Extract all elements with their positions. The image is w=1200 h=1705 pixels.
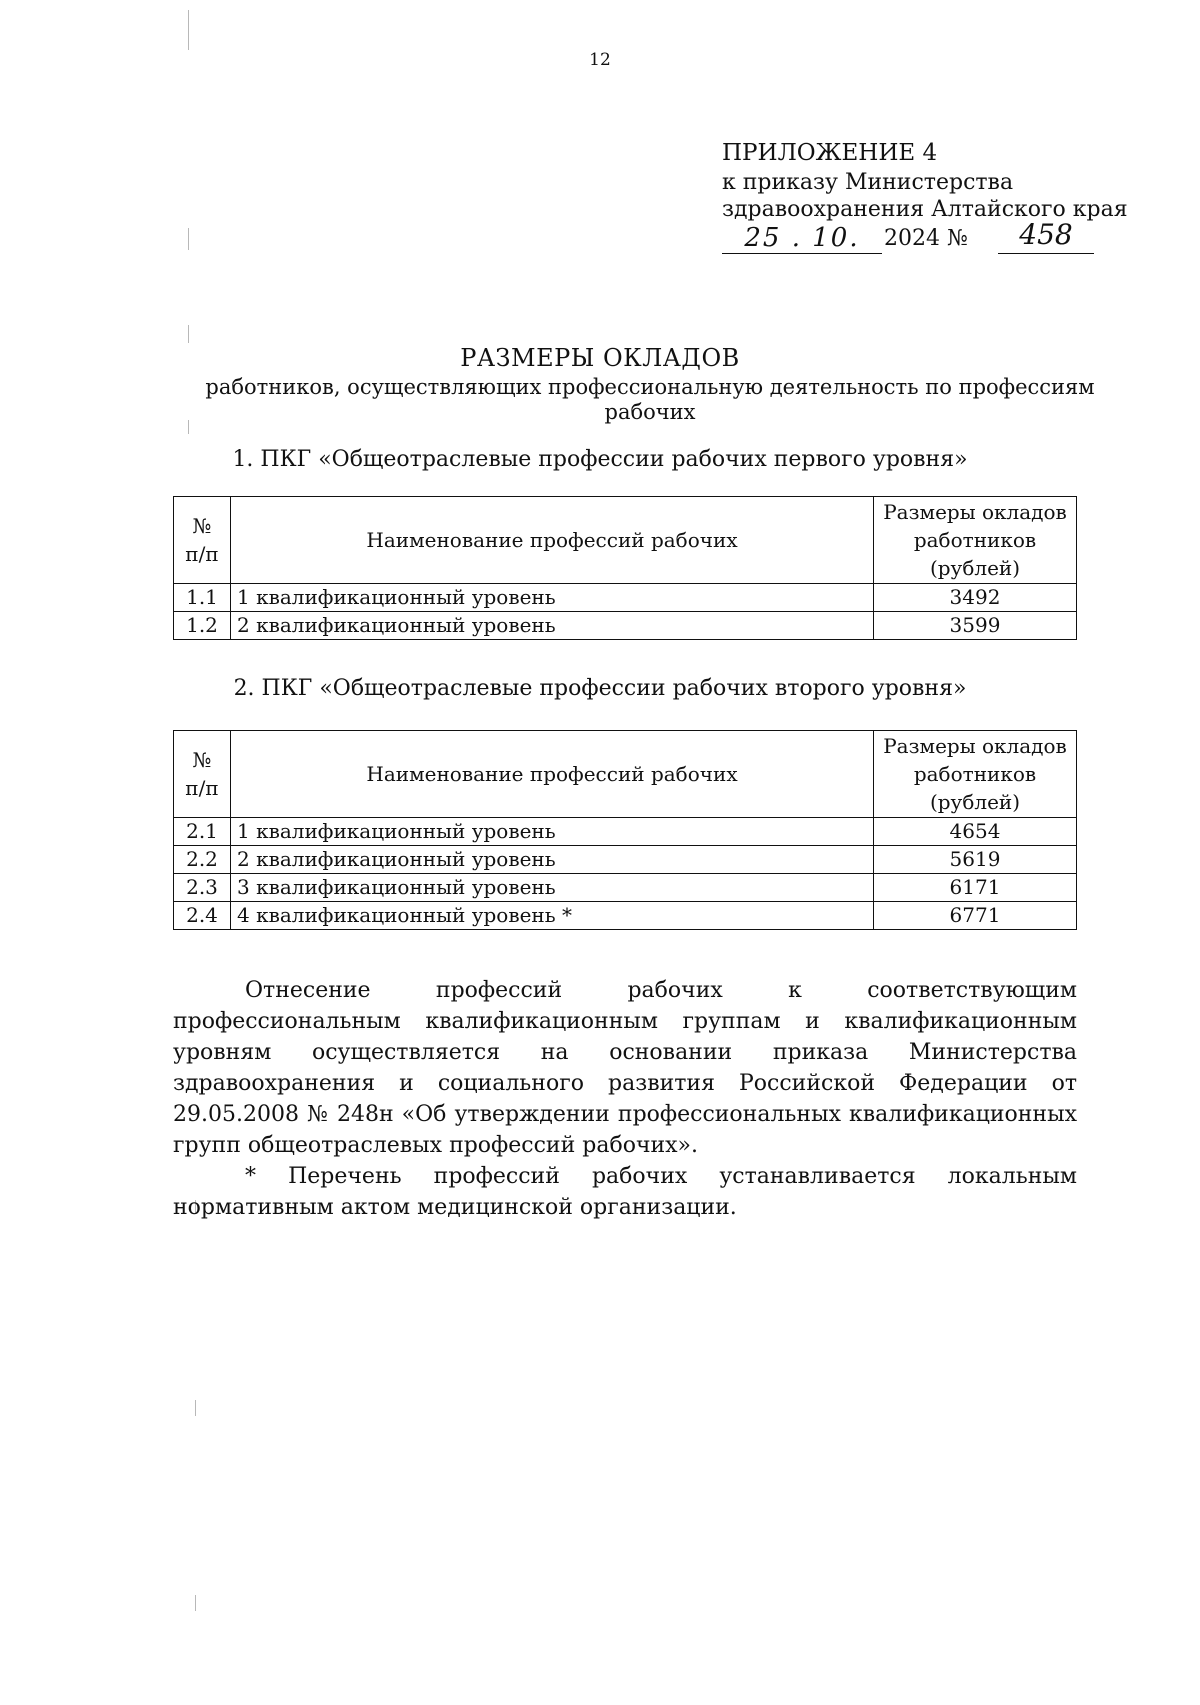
row-value: 3492 bbox=[874, 584, 1077, 612]
row-num: 2.3 bbox=[174, 874, 231, 902]
order-year-label: 2024 № bbox=[884, 226, 968, 251]
row-num: 2.2 bbox=[174, 846, 231, 874]
scan-artifact bbox=[188, 10, 189, 50]
scan-artifact bbox=[188, 420, 189, 434]
document-subtitle: работников, осуществляющих профессиональную деятельность по профессиям рабочих bbox=[205, 375, 1095, 424]
row-value: 4654 bbox=[874, 818, 1077, 846]
page-number: 12 bbox=[589, 50, 611, 70]
section-2-table bbox=[173, 730, 1077, 930]
row-name: 3 квалификационный уровень bbox=[231, 874, 874, 902]
table-row bbox=[174, 818, 1077, 846]
appendix-line-1: к приказу Министерства bbox=[722, 170, 1014, 195]
row-num: 2.1 bbox=[174, 818, 231, 846]
row-name: 1 квалификационный уровень bbox=[231, 818, 874, 846]
row-value: 6771 bbox=[874, 902, 1077, 930]
section-1-heading: 1. ПКГ «Общеотраслевые профессии рабочих первого уровня» bbox=[232, 447, 968, 472]
paragraph-classification: Отнесение профессий рабочих к соответствующим профессиональным квалификационным группам и квалификационным уровням осуществляется на основании приказа Министерства здравоохранения и социального развития Российской Федерации от 29.05.2008 № 248н «Об утверждении профессиональных квалификационных групп общеотраслевых профессий рабочих». bbox=[173, 978, 1077, 1158]
header-value: Размеры окладов работников (рублей) bbox=[874, 731, 1077, 818]
row-name: 2 квалификационный уровень bbox=[231, 612, 874, 640]
document-title: РАЗМЕРЫ ОКЛАДОВ bbox=[460, 344, 740, 372]
header-num: № п/п bbox=[174, 497, 231, 584]
header-num: № п/п bbox=[174, 731, 231, 818]
scan-artifact bbox=[188, 228, 189, 250]
handwritten-order-number: 458 bbox=[998, 217, 1094, 254]
header-name: Наименование профессий рабочих bbox=[231, 731, 874, 818]
scan-artifact bbox=[195, 1595, 196, 1611]
table-header-row bbox=[174, 497, 1077, 584]
table-header-row bbox=[174, 731, 1077, 818]
table-row bbox=[174, 902, 1077, 930]
table-row bbox=[174, 584, 1077, 612]
header-name: Наименование профессий рабочих bbox=[231, 497, 874, 584]
header-value: Размеры окладов работников (рублей) bbox=[874, 497, 1077, 584]
table-row bbox=[174, 612, 1077, 640]
row-value: 6171 bbox=[874, 874, 1077, 902]
appendix-line-2: здравоохранения Алтайского края bbox=[722, 197, 1128, 222]
appendix-block bbox=[722, 140, 1182, 253]
scan-artifact bbox=[188, 325, 189, 343]
row-value: 3599 bbox=[874, 612, 1077, 640]
paragraph-footnote: * Перечень профессий рабочих устанавливается локальным нормативным актом медицинской организации. bbox=[173, 1164, 1077, 1220]
row-num: 1.1 bbox=[174, 584, 231, 612]
order-date-number-line bbox=[722, 218, 1182, 253]
row-name: 2 квалификационный уровень bbox=[231, 846, 874, 874]
row-num: 2.4 bbox=[174, 902, 231, 930]
handwritten-date: 25 . 10. bbox=[722, 223, 882, 254]
table-row bbox=[174, 874, 1077, 902]
row-name: 4 квалификационный уровень * bbox=[231, 902, 874, 930]
row-num: 1.2 bbox=[174, 612, 231, 640]
section-2-heading: 2. ПКГ «Общеотраслевые профессии рабочих второго уровня» bbox=[233, 676, 967, 701]
scan-artifact bbox=[195, 1400, 196, 1416]
row-value: 5619 bbox=[874, 846, 1077, 874]
row-name: 1 квалификационный уровень bbox=[231, 584, 874, 612]
table-row bbox=[174, 846, 1077, 874]
body-text bbox=[173, 975, 1077, 1223]
section-1-table bbox=[173, 496, 1077, 640]
appendix-title: ПРИЛОЖЕНИЕ 4 bbox=[722, 140, 938, 166]
